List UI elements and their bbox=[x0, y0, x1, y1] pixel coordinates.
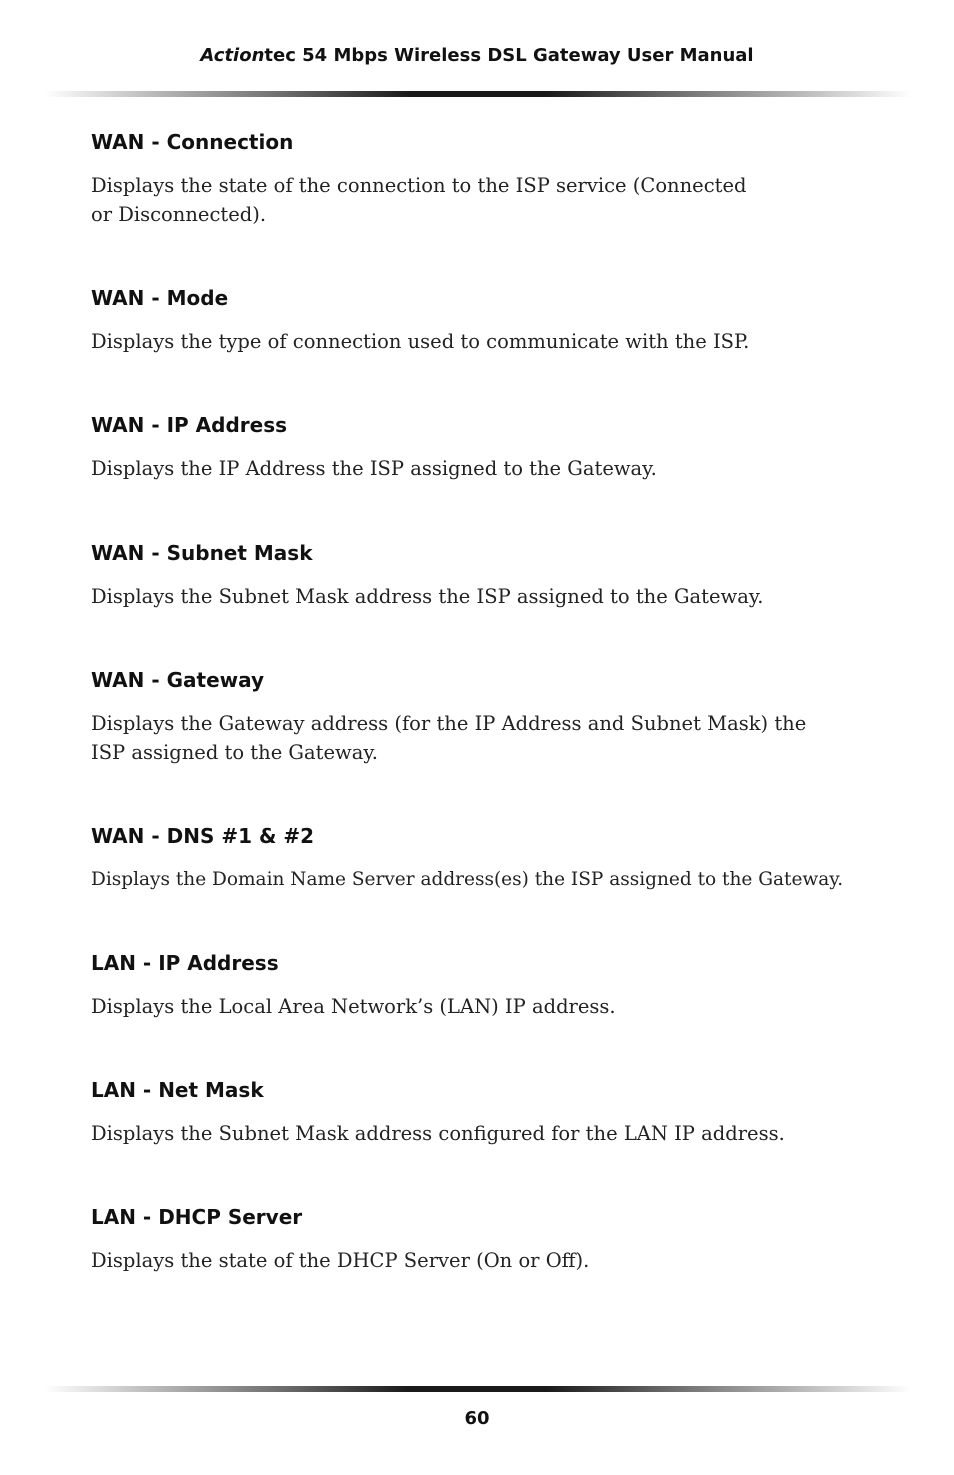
section-heading: WAN - Mode bbox=[91, 286, 229, 310]
page-header-title bbox=[0, 45, 954, 66]
section-heading: WAN - Gateway bbox=[91, 668, 265, 692]
section-wan-subnet-mask bbox=[91, 540, 871, 611]
section-body: Displays the Subnet Mask address the ISP assigned to the Gateway. bbox=[91, 585, 764, 608]
section-wan-gateway bbox=[91, 667, 871, 767]
section-heading: WAN - Connection bbox=[91, 130, 294, 154]
section-wan-dns bbox=[91, 823, 871, 894]
brand-italic: Action bbox=[200, 45, 265, 66]
section-heading: LAN - IP Address bbox=[91, 951, 279, 975]
section-wan-ip-address bbox=[91, 412, 871, 483]
section-heading: WAN - Subnet Mask bbox=[91, 541, 313, 565]
section-lan-net-mask bbox=[91, 1077, 871, 1148]
section-wan-connection bbox=[91, 129, 871, 229]
section-body: Displays the Subnet Mask address configured for the LAN IP address. bbox=[91, 1122, 785, 1145]
section-body: Displays the IP Address the ISP assigned to the Gateway. bbox=[91, 457, 657, 480]
section-lan-dhcp-server bbox=[91, 1204, 871, 1275]
header-rule bbox=[44, 91, 911, 97]
section-heading: WAN - DNS #1 & #2 bbox=[91, 824, 315, 848]
page-number: 60 bbox=[464, 1408, 490, 1429]
section-wan-mode bbox=[91, 285, 871, 356]
footer-rule bbox=[44, 1386, 911, 1392]
section-body: Displays the Gateway address (for the IP Address and Subnet Mask) the ISP assigned to the Gateway. bbox=[91, 712, 807, 764]
section-heading: LAN - DHCP Server bbox=[91, 1205, 303, 1229]
section-heading: WAN - IP Address bbox=[91, 413, 288, 437]
section-body: Displays the Local Area Network’s (LAN) IP address. bbox=[91, 995, 616, 1018]
section-body: Displays the type of connection used to communicate with the ISP. bbox=[91, 330, 750, 353]
section-body: Displays the Domain Name Server address(es) the ISP assigned to the Gateway. bbox=[91, 869, 844, 890]
section-body: Displays the state of the DHCP Server (On or Off). bbox=[91, 1249, 590, 1272]
section-body: Displays the state of the connection to the ISP service (Connected or Disconnected). bbox=[91, 174, 747, 226]
header-title-rest: tec 54 Mbps Wireless DSL Gateway User Manual bbox=[264, 45, 754, 66]
section-lan-ip-address bbox=[91, 950, 871, 1021]
section-heading: LAN - Net Mask bbox=[91, 1078, 264, 1102]
